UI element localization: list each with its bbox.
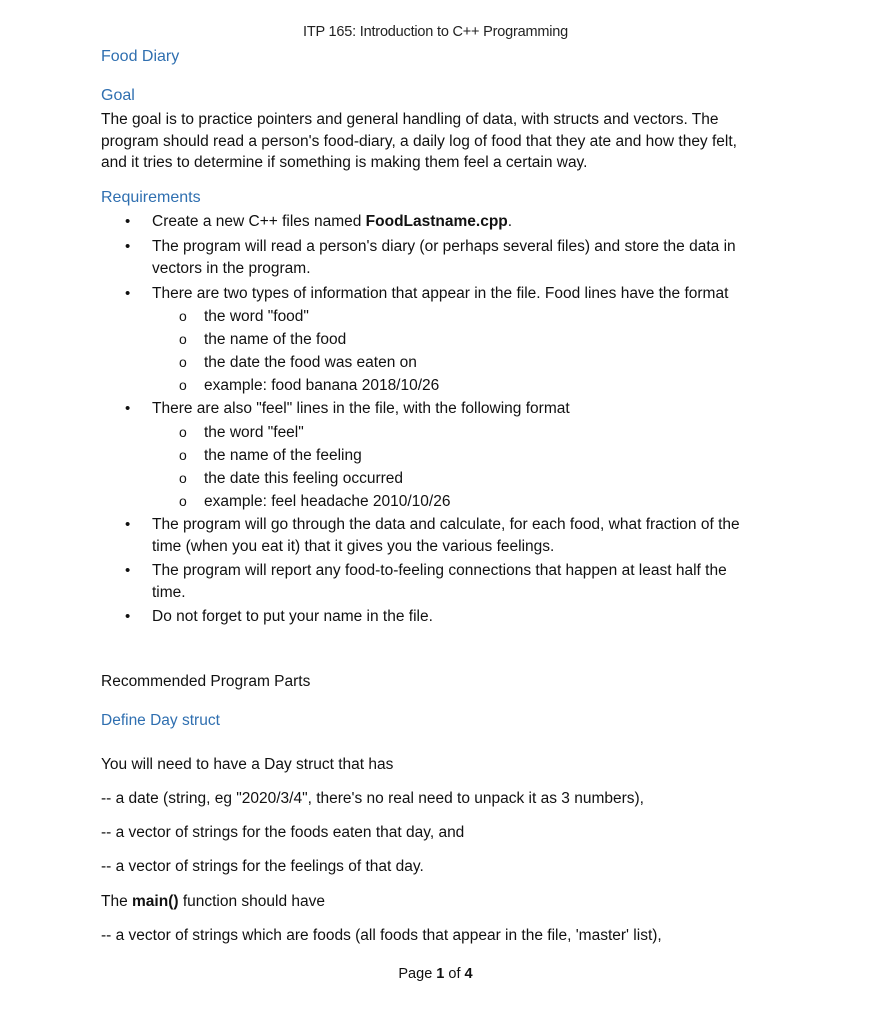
goal-paragraph xyxy=(101,109,771,174)
goal-line: The goal is to practice pointers and general handling of data, with structs and vectors. The xyxy=(101,111,719,128)
bullet-icon: • xyxy=(125,400,131,417)
sub-list-item: o example: food banana 2018/10/26 xyxy=(204,374,781,397)
circle-bullet-icon: o xyxy=(179,377,187,393)
bullet-icon: • xyxy=(125,607,131,625)
course-header: ITP 165: Introduction to C++ Programming xyxy=(303,24,568,40)
day-struct-intro: You will need to have a Day struct that has xyxy=(101,756,394,773)
requirements-list xyxy=(101,211,781,628)
recommended-heading: Recommended Program Parts xyxy=(101,673,311,690)
day-struct-item: -- a date (string, eg "2020/3/4", there's no real need to unpack it as 3 numbers), xyxy=(101,790,644,807)
list-item: • Create a new C++ files named FoodLastname.cpp. xyxy=(101,211,781,234)
circle-bullet-icon: o xyxy=(179,331,187,347)
list-item: • Do not forget to put your name in the file. xyxy=(101,606,781,629)
sub-list-item: o the name of the food xyxy=(204,328,781,351)
list-item: • The program will report any food-to-feeling connections that happen at least half the time. xyxy=(125,561,727,601)
day-struct-item: -- a vector of strings for the feelings of that day. xyxy=(101,858,424,875)
main-function-item: -- a vector of strings which are foods (all foods that appear in the file, 'master' list), xyxy=(101,927,662,944)
list-item: • The program will read a person's diary (or perhaps several files) and store the data in vectors in the program. xyxy=(125,237,736,277)
sub-list-item: o the date this feeling occurred xyxy=(204,467,781,490)
bullet-icon: • xyxy=(125,213,131,230)
circle-bullet-icon: o xyxy=(179,423,187,440)
bullet-icon: • xyxy=(125,561,131,579)
page-title: Food Diary xyxy=(101,48,180,65)
filename: FoodLastname.cpp xyxy=(365,213,508,230)
circle-bullet-icon: o xyxy=(179,492,187,509)
main-function-name: main() xyxy=(132,893,179,910)
circle-bullet-icon: o xyxy=(179,469,187,486)
goal-line: program should read a person's food-diary, a daily log of food that they ate and how they felt, xyxy=(101,132,737,150)
feel-sublist xyxy=(101,421,781,513)
sub-list-item: o example: feel headache 2010/10/26 xyxy=(204,490,781,513)
goal-line: and it tries to determine if something is making them feel a certain way. xyxy=(101,154,588,171)
circle-bullet-icon: o xyxy=(179,354,187,370)
list-item: • The program will go through the data and calculate, for each food, what fraction of the time (when you eat it) that it gives you the various feelings. xyxy=(125,515,740,555)
day-struct-item: -- a vector of strings for the foods eaten that day, and xyxy=(101,824,465,841)
page-number: Page 1 of 4 xyxy=(398,966,473,982)
requirements-heading: Requirements xyxy=(101,189,201,206)
bullet-icon: • xyxy=(125,284,131,302)
sub-list-item: o the name of the feeling xyxy=(204,444,781,467)
sub-list-item: o the word "food" xyxy=(204,305,781,328)
bullet-icon: • xyxy=(125,515,131,533)
list-item: • There are two types of information that appear in the file. Food lines have the format xyxy=(101,283,781,306)
sub-list-item: o the date the food was eaten on xyxy=(204,351,781,374)
sub-list-item: o the word "feel" xyxy=(204,421,781,444)
list-item: • There are also "feel" lines in the file, with the following format xyxy=(101,398,781,421)
main-function-intro: The main() function should have xyxy=(101,893,326,910)
food-sublist xyxy=(101,305,781,397)
circle-bullet-icon: o xyxy=(179,446,187,463)
day-struct-heading: Define Day struct xyxy=(101,712,220,729)
goal-heading: Goal xyxy=(101,87,135,104)
circle-bullet-icon: o xyxy=(179,308,187,324)
bullet-icon: • xyxy=(125,237,131,255)
